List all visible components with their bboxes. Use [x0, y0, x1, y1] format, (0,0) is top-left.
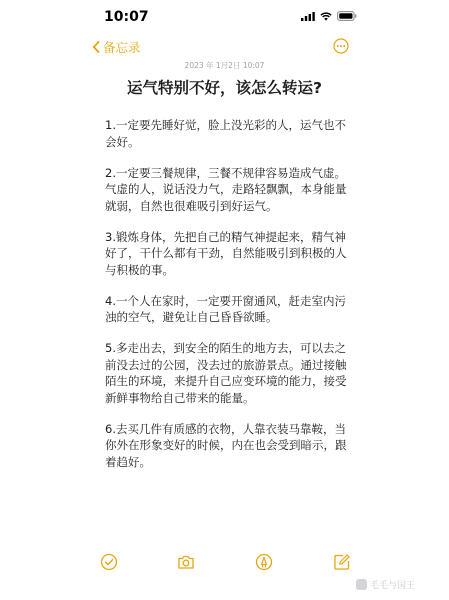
- compose-icon[interactable]: [333, 553, 351, 571]
- status-time: 10:07: [104, 9, 149, 25]
- chevron-left-icon: [92, 41, 100, 53]
- note-paragraph-1: 1.一定要先睡好觉，脸上没光彩的人，运气也不会好。: [105, 118, 346, 149]
- note-paragraph-4: 4.一个人在家时，一定要开窗通风，赶走室内污浊的空气，避免让自己昏昏欲睡。: [105, 293, 346, 324]
- note-date: 2023 年 1月2日 10:07: [184, 61, 265, 70]
- back-button[interactable]: [92, 38, 141, 56]
- note-title: 运气特别不好，该怎么转运?: [127, 79, 322, 97]
- markup-pen-icon[interactable]: [255, 553, 273, 571]
- battery-icon: [337, 11, 357, 21]
- checklist-icon[interactable]: [100, 553, 118, 571]
- status-icons: [301, 11, 357, 21]
- watermark: [356, 578, 415, 591]
- status-bar: [0, 0, 449, 34]
- wifi-icon: [320, 12, 332, 21]
- watermark-text: 毛毛与国王: [370, 581, 416, 591]
- note-paragraph-2: 2.一定要三餐规律，三餐不规律容易造成气虚。气虚的人，说话没力气，走路轻飘飘，本身能量就弱，自然也很难吸引到好运气。: [105, 165, 347, 213]
- note-paragraph-5: 5.多走出去，到安全的陌生的地方去，可以去之前没去过的公园，没去过的旅游景点。通过接触陌生的环境，来提升自己应变环境的能力，接受新鲜事物给自己带来的能量。: [105, 341, 347, 405]
- note-body[interactable]: [105, 117, 355, 485]
- signal-icon: [301, 12, 315, 21]
- ellipsis-circle-icon[interactable]: [333, 38, 349, 54]
- watermark-logo-icon: [356, 579, 367, 590]
- note-paragraph-6: 6.去买几件有质感的衣物，人靠衣装马靠鞍，当你外在形象变好的时候，内在也会受到暗示，跟着趋好。: [105, 421, 347, 469]
- back-button-label: 备忘录: [103, 40, 141, 55]
- bottom-toolbar: [0, 553, 449, 573]
- camera-icon[interactable]: [177, 553, 195, 571]
- note-paragraph-3: 3.锻炼身体，先把自己的精气神提起来，精气神好了，干什么都有干劲，自然能吸引到积极的人与积极的事。: [105, 229, 347, 277]
- nav-bar: [0, 34, 449, 60]
